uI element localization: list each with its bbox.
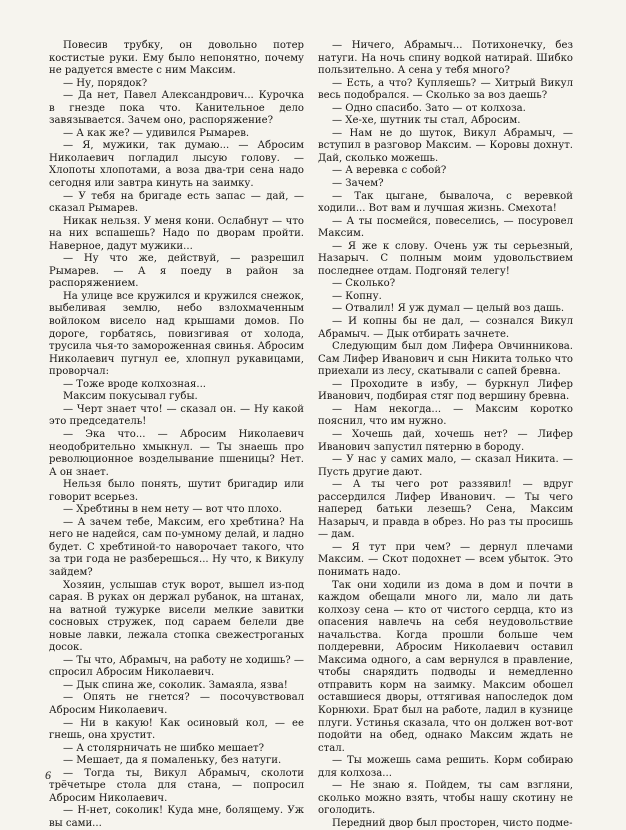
paragraph: — Так цыгане, бывалоча, с веревкой ходили... Вот вам и лучшая жизнь. Смехота! — [318, 190, 573, 215]
paragraph: — А столярничать не шибко мешает? — [63, 742, 265, 754]
paragraph: — Тогда ты, Викул Абрамыч, сколоти трёчетыре стола для стана, — попросил Абросим Николаевич. — [49, 767, 304, 804]
text-column-left — [49, 40, 304, 830]
paragraph: — Мешает, да я помаленьку, без натуги. — [63, 755, 282, 767]
paragraph: — Ни в какую! Как осиновый кол, — ее гнешь, она хрустит. — [49, 717, 304, 742]
paragraph: — Нам некогда... — Максим коротко пояснил, что им нужно. — [318, 403, 573, 428]
paragraph: — Ты можешь сама решить. Корм собираю для колхоза... — [318, 755, 573, 779]
paragraph: — А ты чего рот раззявил! — вдруг рассердился Лифер Иванович. — Ты чего наперед батьки лезешь? Сена, Максим Назарыч, и правда в обрез. Но раз ты просишь — дам. — [318, 479, 573, 541]
paragraph: — Копну. — [332, 290, 382, 302]
paragraph: — Да нет, Павел Александрович... Курочка в гнезде пока что. Канительное дело завязывается. Зачем оно, распоряжение? — [49, 90, 304, 127]
paragraph: — Я же к слову. Очень уж ты серьезный, Назарыч. С полным моим удовольствием последнее отдам. Подгоняй телегу! — [318, 240, 573, 277]
paragraph: — Н-нет, соколик! Куда мне, болящему. Уж вы сами... — [49, 805, 304, 829]
paragraph: — Ты что, Абрамыч, на работу не ходишь? — спросил Абросим Николаевич. — [49, 654, 304, 679]
paragraph: — Дык спина же, соколик. Замаяла, язва! — [63, 679, 288, 691]
paragraph: Максим покусывал губы. — [63, 391, 198, 403]
paragraph: — Хочешь дай, хочешь нет? — Лифер Иванович запустил пятерню в бороду. — [318, 428, 573, 453]
paragraph: — Не знаю я. Пойдем, ты сам взгляни, сколько можно взять, чтобы нашу скотину не оголодить. — [318, 780, 573, 817]
page-number: 6 — [45, 768, 51, 782]
paragraph: На улице все кружился и кружился снежок, выбеливая землю, небо взлохмаченным войлоком висело над крышами домов. По дороге, горбатясь, повизгивая от холода, трусила чья-то замороженная свинья. Абросим Николаевич пугнул ее, хлопнул рукавицами, проворчал: — [49, 290, 304, 378]
paragraph: — Я, мужики, так думаю... — Абросим Николаевич погладил лысую голову. — Хлопоты хлопотами, а воза два-три сена надо сегодня или завтра кинуть на заимку. — [49, 140, 304, 190]
paragraph: — Ну что же, действуй, — разрешил Рымарев. — А я поеду в район за распоряжением. — [49, 253, 304, 290]
paragraph: — Черт знает что! — сказал он. — Ну какой это председатель! — [49, 403, 304, 428]
paragraph: — Зачем? — [332, 178, 384, 190]
paragraph: — Я тут при чем? — дернул плечами Максим. — Скот подохнет — всем убыток. Это понимать надо. — [318, 541, 573, 578]
paragraph: — Сколько? — [332, 278, 396, 290]
paragraph: — Проходите в избу, — буркнул Лифер Иванович, подбирая стяг под вершину бревна. — [318, 378, 573, 403]
paragraph: — Хе-хе, шутник ты стал, Абросим. — [332, 115, 521, 127]
paragraph: — Эка что... — Абросим Николаевич неодобрительно хмыкнул. — Ты знаешь про революционное возделывание пшеницы? Нет. А он знает. — [49, 428, 304, 478]
paragraph: — Одно спасибо. Зато — от колхоза. — [332, 102, 526, 114]
paragraph: — Отвалил! Я уж думал — целый воз дашь. — [332, 303, 565, 315]
paragraph: Хозяин, услышав стук ворот, вышел из-под сарая. В руках он держал рубанок, на штанах, на ватной тужурке висели мелкие завитки сосновых стружек, под сараем белели две новые лавки, лежала стопка свежестроганых досок. — [49, 579, 304, 654]
paragraph: — А ты посмейся, повеселись, — посуровел Максим. — [318, 215, 573, 240]
paragraph: Так они ходили из дома в дом и почти в каждом обещали много ли, мало ли дать колхозу сена — кто от чистого сердца, кто из опасения навлечь на себя неудовольствие начальства. Когда прошли больше чем полдеревни, Абросим Николаевич оставил Максима одного, а сам вернулся в правление, чтобы снарядить подводы и немедленно отправить корм на заимку. Максим обошел оставшиеся дворы, оттягивая напоследок дом Корнюхи. Брат был на работе, ладил в кузнице плуги. Устинья сказала, что он должен вот-вот подойти на обед, однако Максим ждать не стал. — [318, 579, 573, 754]
paragraph: — Тоже вроде колхозная... — [63, 378, 207, 390]
text-column-right — [318, 40, 573, 830]
paragraph: — И копны бы не дал, — сознался Викул Абрамыч. — Дык отбирать зачнете. — [318, 316, 573, 340]
paragraph: Повесив трубку, он довольно потер костистые руки. Ему было непонятно, почему не радуется вместе с ним Максим. — [49, 40, 304, 77]
paragraph: — Хребтины в нем нету — вот что плохо. — [63, 504, 282, 516]
paragraph: — Ничего, Абрамыч... Потихонечку, без натуги. На ночь спину водкой натирай. Шибко пользительно. А сена у тебя много? — [318, 40, 573, 77]
paragraph: — У тебя на бригаде есть запас — дай, — сказал Рымарев. — [49, 190, 304, 215]
paragraph: — Нам не до шуток, Викул Абрамыч, — вступил в разговор Максим. — Коровы дохнут. Дай, сколько можешь. — [318, 127, 573, 164]
paragraph: — Есть, а что? Купляешь? — Хитрый Викул весь подобрался. — Сколько за воз даешь? — [318, 77, 573, 102]
paragraph: Нельзя было понять, шутит бригадир или говорит всерьез. — [49, 479, 304, 503]
paragraph: — У нас у самих мало, — сказал Никита. — Пусть другие дают. — [318, 454, 573, 478]
paragraph: Следующим был дом Лифера Овчинникова. Сам Лифер Иванович и сын Никита только что приехали из лесу, скатывали с сапей бревна. — [318, 341, 573, 378]
paragraph: Передний двор был просторен, чисто подме- — [332, 817, 573, 829]
paragraph: — Опять не гнется? — посочувствовал Абросим Николаевич. — [49, 692, 304, 716]
paragraph: — А веревка с собой? — [332, 165, 447, 177]
paragraph: — А как же? — удивился Рымарев. — [63, 127, 250, 139]
paragraph: — А зачем тебе, Максим, его хребтина? На него не надейся, сам по-умному делай, и ладно будет. С хребтиной-то наворочает такого, что за три года не разберешься... Ну что, к Викулу зайдем? — [49, 516, 304, 578]
paragraph: — Ну, порядок? — [63, 77, 148, 89]
paragraph: Никак нельзя. У меня кони. Ослабнут — что на них вспашешь? Надо по дворам пройти. Наверное, дадут мужики... — [49, 215, 304, 252]
